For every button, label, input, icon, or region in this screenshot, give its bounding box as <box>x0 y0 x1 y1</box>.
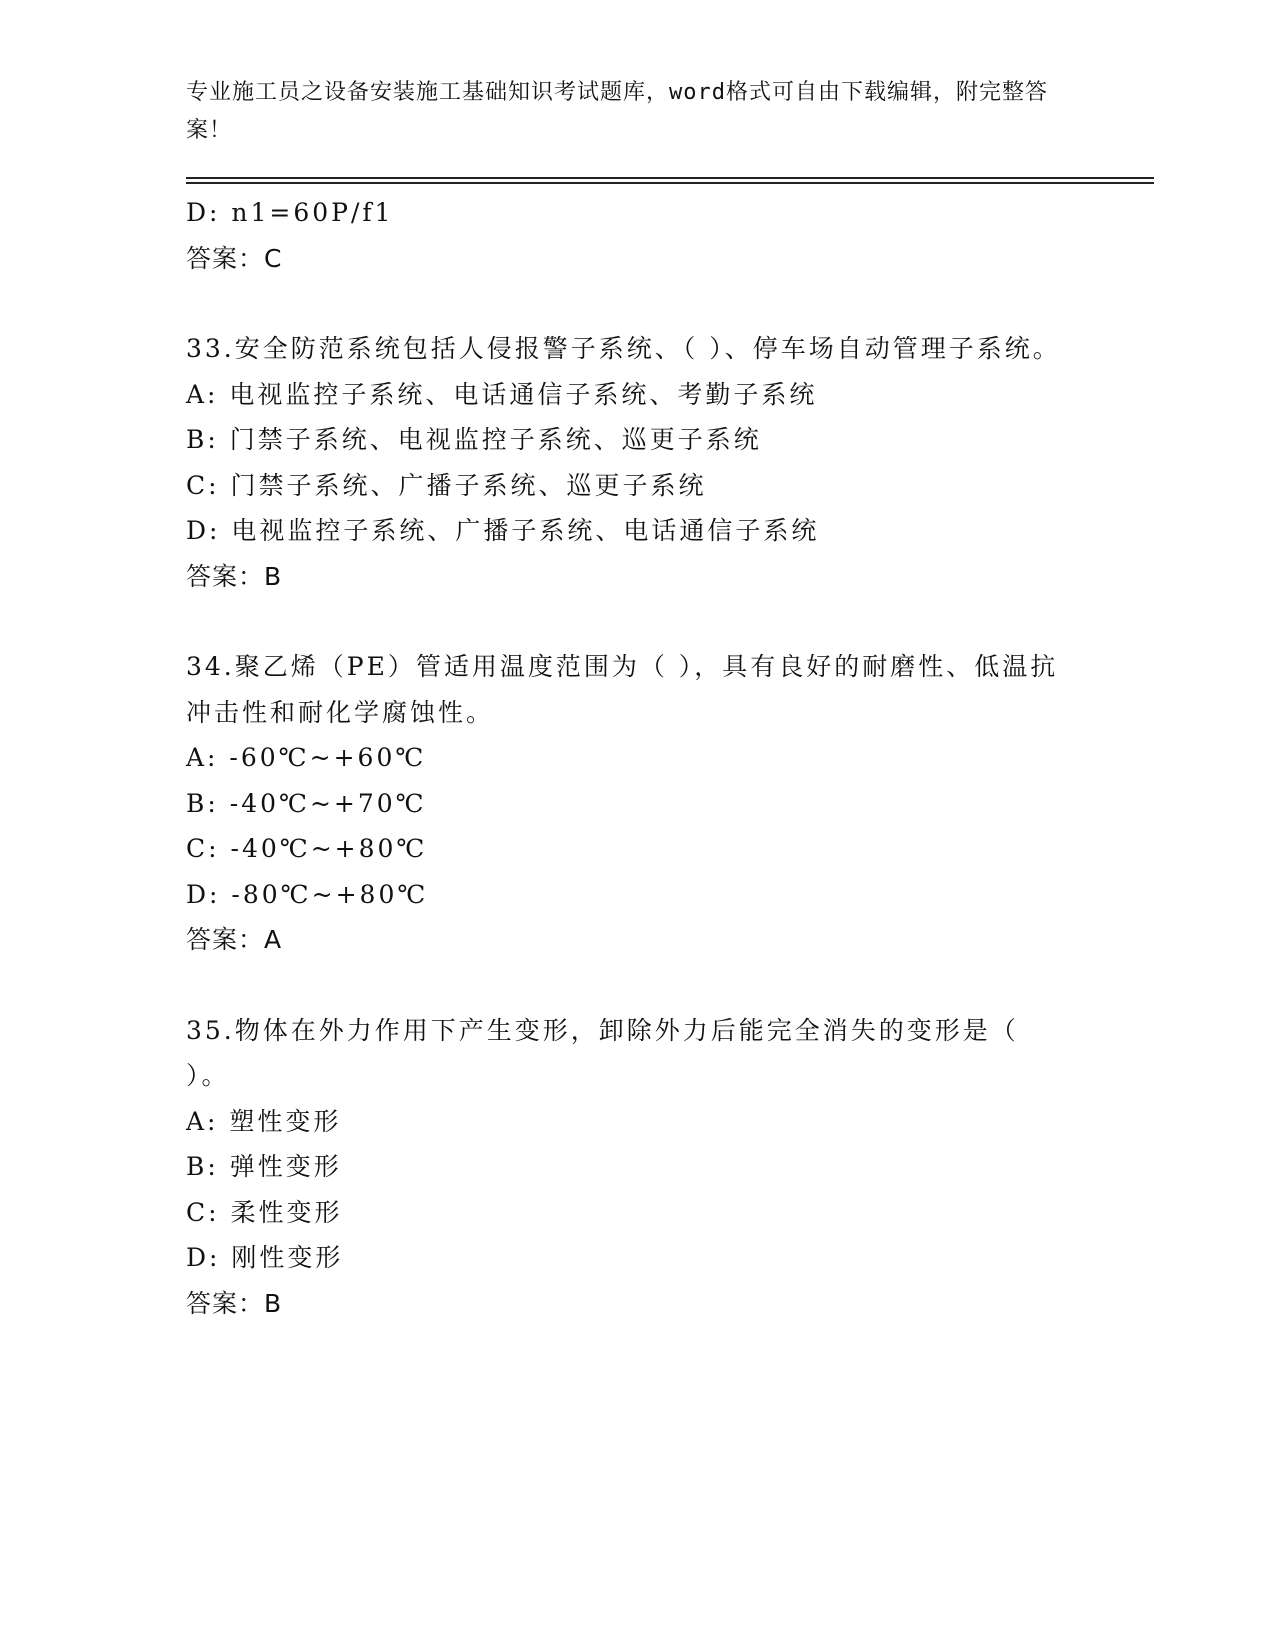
option-b: B: 门禁子系统、电视监控子系统、巡更子系统 <box>186 425 762 454</box>
option-b: B: -40℃~+70℃ <box>186 788 427 818</box>
question-content <box>186 190 1066 1326</box>
question-stem: 34.聚乙烯（PE）管适用温度范围为（ ），具有良好的耐磨性、低温抗冲击性和耐化学腐蚀性。 <box>186 652 1059 727</box>
option-d: D: n1=60P/f1 <box>186 198 394 227</box>
question-stem: 35.物体在外力作用下产生变形，卸除外力后能完全消失的变形是（ ）。 <box>186 1015 1019 1090</box>
answer-line: 答案：B <box>186 1288 283 1318</box>
option-a: A: 塑性变形 <box>186 1106 342 1136</box>
question-34 <box>186 644 1066 963</box>
document-header: 专业施工员之设备安装施工基础知识考试题库，word格式可自由下载编辑，附完整答案！ <box>186 80 1048 143</box>
option-c: C: 门禁子系统、广播子系统、巡更子系统 <box>186 470 707 500</box>
option-c: C: -40℃~+80℃ <box>186 834 428 863</box>
option-d: D: 刚性变形 <box>186 1243 344 1272</box>
answer-line: 答案：B <box>186 561 283 591</box>
question-33 <box>186 326 1066 599</box>
option-d: D: -80℃~+80℃ <box>186 879 429 909</box>
option-a: A: 电视监控子系统、电话通信子系统、考勤子系统 <box>186 379 818 409</box>
option-b: B: 弹性变形 <box>186 1152 342 1181</box>
header-divider-top <box>186 177 1154 179</box>
question-35 <box>186 1008 1066 1327</box>
question-stem: 33.安全防范系统包括人侵报警子系统、（ ）、停车场自动管理子系统。 <box>186 334 1061 363</box>
option-a: A: -60℃~+60℃ <box>186 743 427 772</box>
spacer <box>186 963 1066 1008</box>
option-c: C: 柔性变形 <box>186 1197 343 1227</box>
header-divider-bottom <box>186 182 1154 184</box>
spacer <box>186 281 1066 326</box>
option-d: D: 电视监控子系统、广播子系统、电话通信子系统 <box>186 516 820 545</box>
answer-line: 答案：C <box>186 243 283 273</box>
answer-line: 答案：A <box>186 925 283 954</box>
spacer <box>186 599 1066 644</box>
